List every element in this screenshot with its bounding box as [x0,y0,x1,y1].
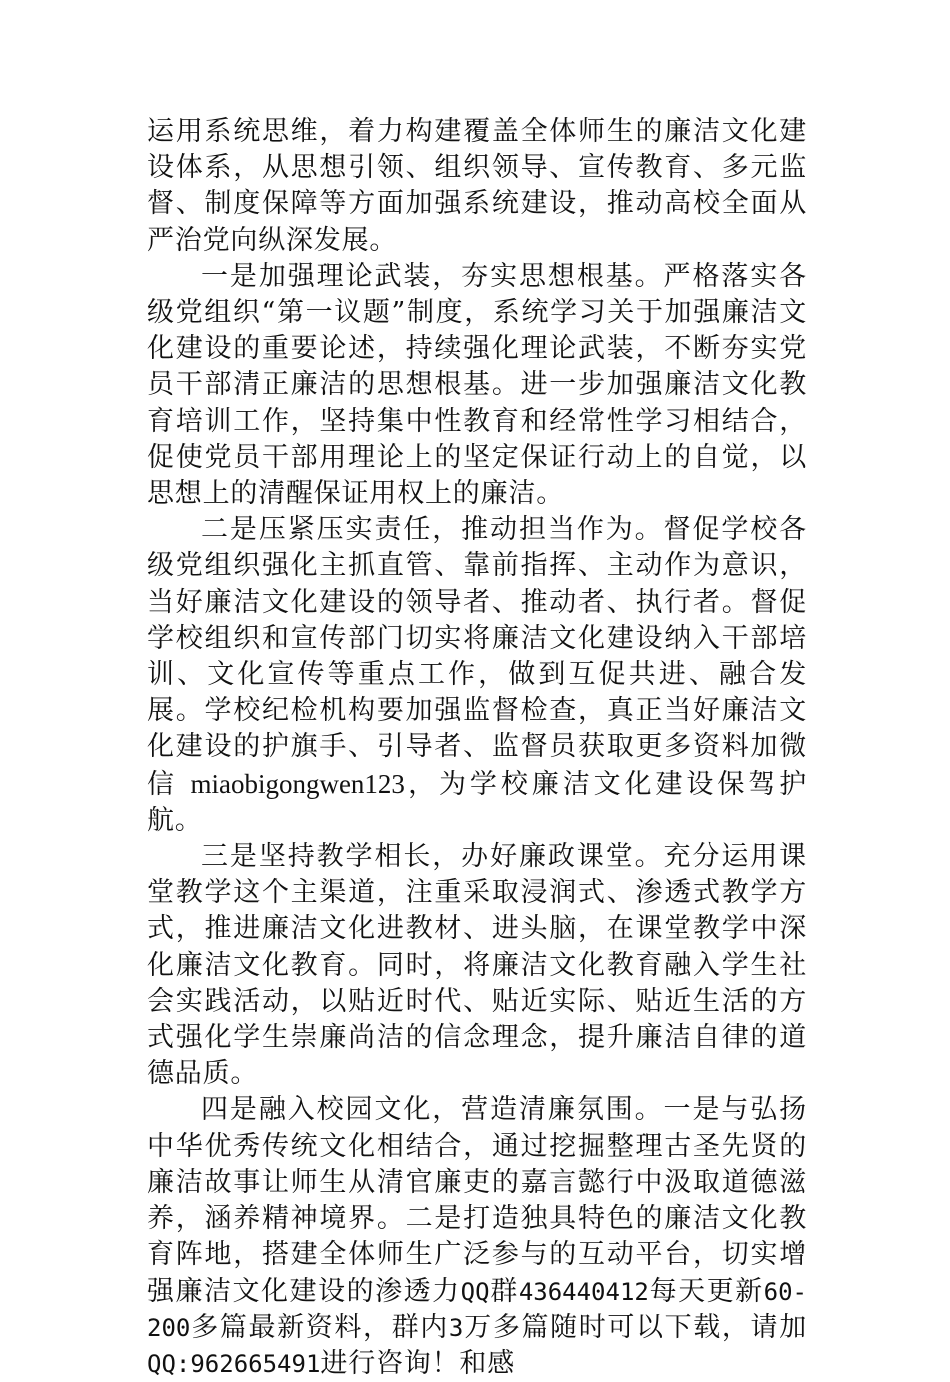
text-segment: 每天更新 [648,1275,764,1307]
qq-group-number: 436440412 [518,1277,649,1306]
qq-contact-number: QQ:962665491 [147,1349,321,1378]
text-segment: 三是坚持教学相长，办好廉政课堂。充分运用课堂教学这个主渠道，注重采取浸润式、渗透式教学方式，推进廉洁文化进教材、进头脑，在课堂教学中深化廉洁文化教育。同时，将廉洁文化教育融入学生社会实践活动，以贴近时代、贴近实际、贴近生活的方式强化学生崇廉尚洁的信念理念，提升廉洁自律的道德品质。 [147,841,807,1090]
text-segment: 群 [489,1275,519,1307]
text-segment: ，为学校廉洁文化建设保驾护航。 [147,768,808,836]
text-segment: 万多篇随时可以下载，请加 [463,1311,807,1343]
paragraph-intro [147,114,807,259]
paragraph-classroom [147,839,807,1092]
text-segment: 进行咨询！和感 [320,1347,515,1379]
text-segment: 一是加强理论武装，夯实思想根基。严格落实各级党组织“第一议题”制度，系统学习关于加强廉洁文化建设的重要论述，持续强化理论武装，不断夯实党员干部清正廉洁的思想根基。进一步加强廉洁文化教育培训工作，坚持集中性教育和经常性学习相结合，促使党员干部用理论上的坚定保证行动上的自觉，以思想上的清醒保证用权上的廉洁。 [147,260,807,510]
wechat-id-text: miaobigongwen123 [190,768,405,799]
paragraph-campus-culture [147,1092,807,1382]
document-page [147,114,807,1382]
count-number-text: 3 [448,1313,464,1342]
text-segment: 二是压紧压实责任，推动担当作为。督促学校各级党组织强化主抓直管、靠前指挥、主动作为意识，当好廉洁文化建设的领导者、推动者、执行者。督促学校组织和宣传部门切实将廉洁文化建设纳入干部培训、文化宣传等重点工作，做到互促共进、融合发展。学校纪检机构要加强监督检查，真正当好廉洁文化建设的护旗手、引导者、监督员获取更多资料加微信 [147,514,807,800]
paragraph-theory [147,259,807,512]
paragraph-responsibility [147,512,807,839]
text-segment: 运用系统思维，着力构建覆盖全体师生的廉洁文化建设体系，从思想引领、组织领导、宣传教育、多元监督、制度保障等方面加强系统建设，推动高校全面从严治党向纵深发展。 [147,116,807,256]
text-segment: 多篇最新资料，群内 [190,1311,449,1343]
update-count-text: 60-200 [147,1277,807,1342]
text-segment: 四是融入校园文化，营造清廉氛围。一是与弘扬中华优秀传统文化相结合，通过挖掘整理古圣先贤的廉洁故事让师生从清官廉吏的嘉言懿行中汲取道德滋养，涵养精神境界。二是打造独具特色的廉洁文化教育阵地，搭建全体师生广泛参与的互动平台，切实增强廉洁文化建设的渗透力 [147,1094,807,1307]
qq-label-text: QQ [460,1277,490,1306]
